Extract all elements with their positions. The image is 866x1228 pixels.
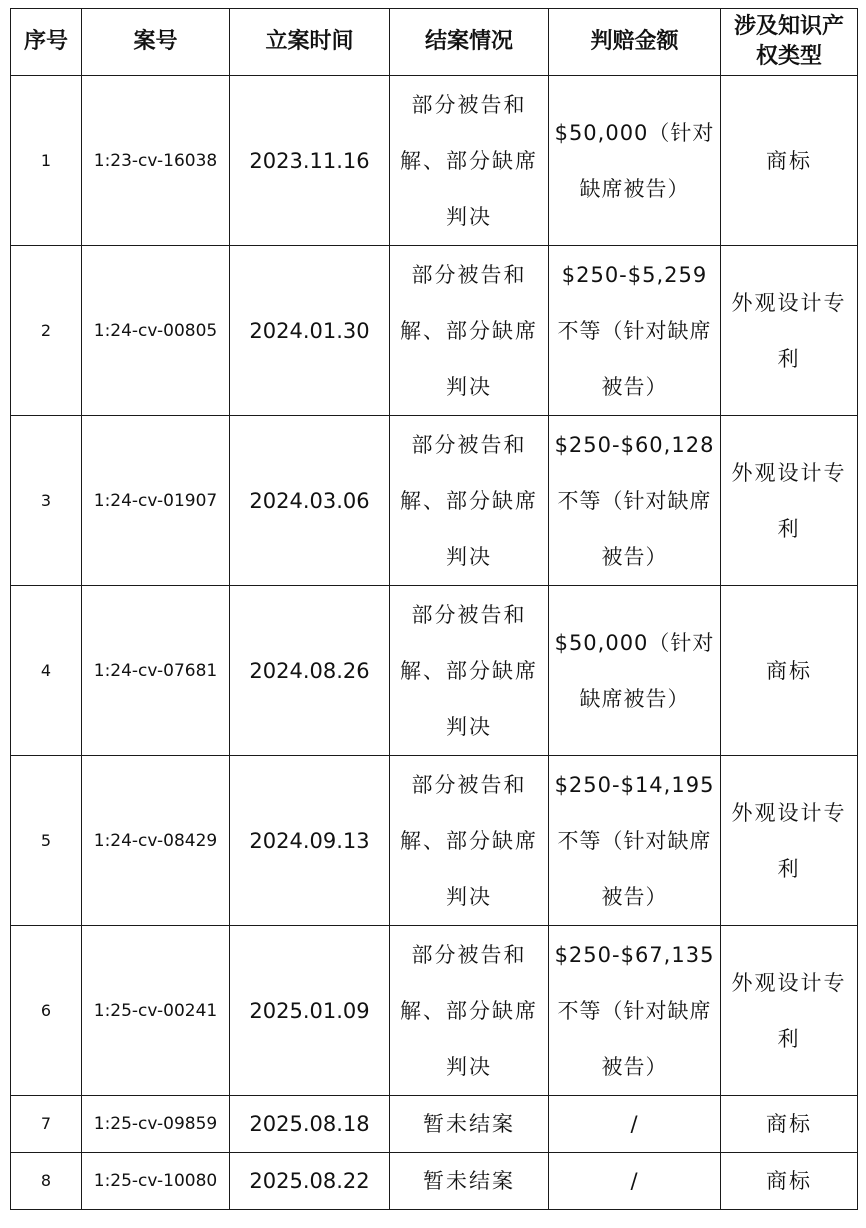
table-row	[11, 246, 858, 416]
cell-damages-amount: $250-$5,259不等（针对缺席被告）	[549, 246, 721, 416]
cell-damages-amount: $250-$60,128不等（针对缺席被告）	[549, 416, 721, 586]
cell-case-number: 1:25-cv-10080	[82, 1153, 230, 1210]
cell-index: 6	[11, 926, 82, 1096]
table-row	[11, 416, 858, 586]
cell-filing-date: 2024.09.13	[230, 756, 390, 926]
header-case-number: 案号	[82, 9, 230, 76]
cell-damages-amount: $250-$14,195不等（针对缺席被告）	[549, 756, 721, 926]
header-damages-amount: 判赔金额	[549, 9, 721, 76]
header-filing-date: 立案时间	[230, 9, 390, 76]
cell-case-status: 暂未结案	[390, 1153, 549, 1210]
cell-filing-date: 2024.08.26	[230, 586, 390, 756]
cell-damages-amount: $50,000（针对缺席被告）	[549, 76, 721, 246]
header-index: 序号	[11, 9, 82, 76]
cell-case-status: 部分被告和解、部分缺席判决	[390, 926, 549, 1096]
cell-filing-date: 2025.01.09	[230, 926, 390, 1096]
cell-case-number: 1:24-cv-07681	[82, 586, 230, 756]
cell-index: 1	[11, 76, 82, 246]
cell-case-number: 1:24-cv-00805	[82, 246, 230, 416]
cell-case-number: 1:23-cv-16038	[82, 76, 230, 246]
cell-ip-type: 商标	[721, 1096, 858, 1153]
cell-index: 2	[11, 246, 82, 416]
cell-case-number: 1:25-cv-00241	[82, 926, 230, 1096]
table-row	[11, 586, 858, 756]
header-case-status: 结案情况	[390, 9, 549, 76]
table-row	[11, 1153, 858, 1210]
cell-ip-type: 外观设计专利	[721, 416, 858, 586]
cell-filing-date: 2025.08.22	[230, 1153, 390, 1210]
cell-case-status: 部分被告和解、部分缺席判决	[390, 586, 549, 756]
cell-filing-date: 2024.01.30	[230, 246, 390, 416]
table-header-row	[11, 9, 858, 76]
cell-ip-type: 商标	[721, 76, 858, 246]
header-ip-type: 涉及知识产权类型	[721, 9, 858, 76]
cell-index: 3	[11, 416, 82, 586]
cell-case-status: 部分被告和解、部分缺席判决	[390, 246, 549, 416]
case-table	[10, 8, 858, 1210]
cell-ip-type: 外观设计专利	[721, 246, 858, 416]
table-row	[11, 926, 858, 1096]
cell-filing-date: 2025.08.18	[230, 1096, 390, 1153]
table-row	[11, 1096, 858, 1153]
cell-ip-type: 外观设计专利	[721, 926, 858, 1096]
cell-case-status: 部分被告和解、部分缺席判决	[390, 416, 549, 586]
cell-case-number: 1:24-cv-08429	[82, 756, 230, 926]
cell-damages-amount: /	[549, 1153, 721, 1210]
cell-damages-amount: /	[549, 1096, 721, 1153]
cell-index: 4	[11, 586, 82, 756]
cell-case-number: 1:24-cv-01907	[82, 416, 230, 586]
cell-damages-amount: $250-$67,135不等（针对缺席被告）	[549, 926, 721, 1096]
cell-index: 8	[11, 1153, 82, 1210]
cell-index: 7	[11, 1096, 82, 1153]
cell-case-status: 部分被告和解、部分缺席判决	[390, 76, 549, 246]
cell-filing-date: 2023.11.16	[230, 76, 390, 246]
table-row	[11, 76, 858, 246]
cell-filing-date: 2024.03.06	[230, 416, 390, 586]
cell-case-status: 暂未结案	[390, 1096, 549, 1153]
cell-damages-amount: $50,000（针对缺席被告）	[549, 586, 721, 756]
cell-index: 5	[11, 756, 82, 926]
cell-ip-type: 外观设计专利	[721, 756, 858, 926]
table-row	[11, 756, 858, 926]
cell-case-number: 1:25-cv-09859	[82, 1096, 230, 1153]
cell-case-status: 部分被告和解、部分缺席判决	[390, 756, 549, 926]
cell-ip-type: 商标	[721, 1153, 858, 1210]
cell-ip-type: 商标	[721, 586, 858, 756]
